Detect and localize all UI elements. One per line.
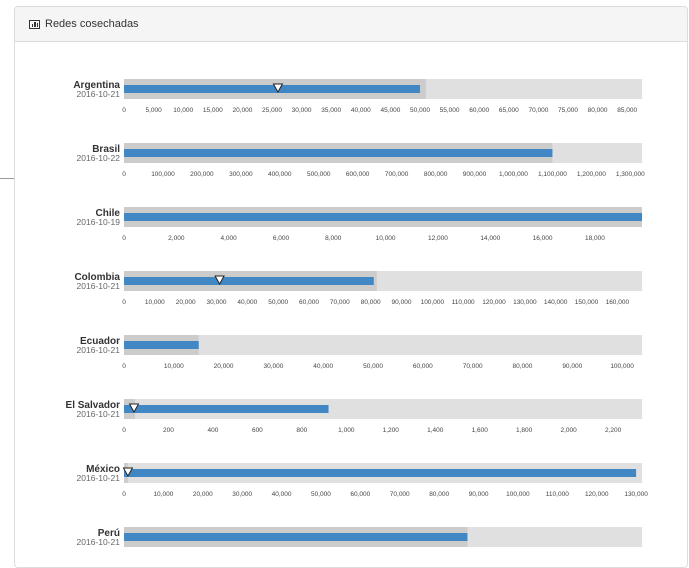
chart-title: México	[86, 464, 120, 475]
tick-label: 40,000	[313, 363, 334, 370]
chart-subtitle: 2016-10-21	[76, 89, 120, 99]
value-bar	[124, 277, 374, 285]
chart-title: Brasil	[92, 144, 120, 155]
tick-label: 70,000	[462, 363, 483, 370]
chart-subtitle: 2016-10-21	[76, 409, 120, 419]
tick-label: 50,000	[268, 299, 289, 306]
tick-label: 800	[296, 427, 308, 434]
value-bar	[124, 533, 467, 541]
tick-label: 900,000	[462, 171, 487, 178]
tick-label: 45,000	[380, 107, 401, 114]
chart-subtitle: 2016-10-21	[76, 537, 120, 547]
tick-label: 12,000	[427, 235, 448, 242]
tick-label: 75,000	[558, 107, 578, 114]
side-divider	[0, 178, 14, 179]
tick-label: 55,000	[439, 107, 460, 114]
tick-label: 10,000	[173, 107, 194, 114]
tick-label: 70,000	[329, 299, 350, 306]
tick-label: 800,000	[423, 171, 448, 178]
tick-label: 50,000	[311, 491, 331, 498]
tick-label: 1,800	[516, 427, 533, 434]
bullet-chart-3	[77, 207, 642, 242]
chart-subtitle: 2016-10-21	[76, 281, 120, 291]
tick-label: 16,000	[532, 235, 553, 242]
tick-label: 90,000	[391, 299, 412, 306]
tick-label: 1,400	[427, 427, 444, 434]
bullet-chart-1	[73, 79, 642, 114]
tick-label: 10,000	[375, 235, 396, 242]
tick-label: 20,000	[232, 107, 253, 114]
tick-label: 1,200,000	[576, 171, 606, 178]
range-band	[124, 335, 642, 355]
tick-label: 1,000	[338, 427, 355, 434]
value-bar	[124, 469, 636, 477]
tick-label: 100,000	[151, 171, 175, 178]
bar-chart-icon	[29, 20, 40, 29]
tick-label: 130,000	[624, 491, 648, 498]
tick-label: 70,000	[528, 107, 549, 114]
tick-label: 80,000	[429, 491, 450, 498]
tick-label: 50,000	[410, 107, 430, 114]
chart-title: El Salvador	[65, 400, 120, 411]
tick-label: 2,200	[604, 427, 622, 434]
tick-label: 10,000	[153, 491, 174, 498]
tick-label: 8,000	[325, 235, 342, 242]
tick-label: 0	[122, 427, 126, 434]
tick-label: 300,000	[229, 171, 253, 178]
value-bar	[124, 213, 642, 221]
chart-title: Ecuador	[79, 336, 120, 347]
tick-label: 0	[122, 299, 126, 306]
tick-label: 400,000	[268, 171, 292, 178]
tick-label: 160,000	[605, 299, 630, 306]
value-bar	[124, 85, 420, 93]
tick-label: 2,000	[168, 235, 185, 242]
tick-label: 30,000	[232, 491, 253, 498]
tick-label: 140,000	[543, 299, 568, 306]
tick-label: 80,000	[360, 299, 381, 306]
tick-label: 10,000	[144, 299, 165, 306]
tick-label: 80,000	[512, 363, 533, 370]
bullet-chart-2	[77, 143, 646, 178]
tick-label: 85,000	[617, 107, 638, 114]
tick-label: 600,000	[345, 171, 370, 178]
chart-title: Chile	[95, 208, 120, 219]
tick-label: 6,000	[272, 235, 290, 242]
tick-label: 110,000	[545, 491, 569, 498]
tick-label: 0	[122, 491, 126, 498]
tick-label: 20,000	[192, 491, 213, 498]
harvested-networks-panel	[14, 6, 688, 568]
tick-label: 1,200	[382, 427, 399, 434]
tick-label: 400	[207, 427, 219, 434]
tick-label: 1,000,000	[499, 171, 528, 178]
value-bar	[124, 149, 552, 157]
tick-label: 600	[251, 427, 263, 434]
chart-subtitle: 2016-10-21	[76, 345, 120, 355]
tick-label: 0	[122, 235, 126, 242]
tick-label: 30,000	[206, 299, 227, 306]
tick-label: 1,100,000	[537, 171, 567, 178]
bullet-charts	[15, 42, 687, 566]
tick-label: 15,000	[202, 107, 223, 114]
tick-label: 10,000	[163, 363, 184, 370]
tick-label: 130,000	[513, 299, 537, 306]
tick-label: 100,000	[420, 299, 445, 306]
bullet-chart-8	[77, 527, 642, 547]
tick-label: 35,000	[321, 107, 342, 114]
chart-subtitle: 2016-10-21	[76, 473, 120, 483]
chart-title: Argentina	[73, 80, 120, 91]
value-bar	[124, 341, 199, 349]
tick-label: 60,000	[469, 107, 490, 114]
chart-subtitle: 2016-10-22	[76, 153, 120, 163]
tick-label: 14,000	[480, 235, 501, 242]
bullet-chart-4	[74, 271, 642, 306]
bullet-chart-7	[77, 463, 649, 498]
tick-label: 90,000	[562, 363, 583, 370]
tick-label: 0	[122, 171, 126, 178]
tick-label: 0	[122, 107, 126, 114]
chart-title: Perú	[97, 528, 120, 539]
panel-header	[15, 7, 687, 42]
tick-label: 5,000	[145, 107, 162, 114]
value-bar	[124, 405, 329, 413]
tick-label: 60,000	[299, 299, 319, 306]
tick-label: 1,300,000	[615, 171, 645, 178]
tick-label: 65,000	[498, 107, 519, 114]
tick-label: 150,000	[574, 299, 599, 306]
tick-label: 30,000	[263, 363, 284, 370]
chart-subtitle: 2016-10-19	[76, 217, 120, 227]
tick-label: 80,000	[587, 107, 608, 114]
tick-label: 30,000	[291, 107, 312, 114]
tick-label: 2,000	[560, 427, 577, 434]
tick-label: 40,000	[237, 299, 258, 306]
tick-label: 40,000	[350, 107, 371, 114]
tick-label: 20,000	[175, 299, 196, 306]
tick-label: 120,000	[482, 299, 506, 306]
tick-label: 50,000	[363, 363, 383, 370]
tick-label: 60,000	[412, 363, 433, 370]
tick-label: 120,000	[584, 491, 609, 498]
tick-label: 25,000	[262, 107, 282, 114]
bullet-chart-5	[77, 335, 642, 370]
chart-title: Colombia	[74, 272, 120, 283]
tick-label: 700,000	[384, 171, 409, 178]
tick-label: 200	[163, 427, 174, 434]
tick-label: 100,000	[506, 491, 530, 498]
tick-label: 40,000	[271, 491, 292, 498]
tick-label: 18,000	[584, 235, 605, 242]
tick-label: 110,000	[451, 299, 475, 306]
tick-label: 4,000	[220, 235, 237, 242]
tick-label: 70,000	[389, 491, 410, 498]
tick-label: 90,000	[468, 491, 489, 498]
tick-label: 100,000	[610, 363, 634, 370]
tick-label: 0	[122, 363, 126, 370]
tick-label: 200,000	[190, 171, 214, 178]
tick-label: 60,000	[350, 491, 371, 498]
panel-title: Redes cosechadas	[45, 18, 139, 30]
bullet-chart-6	[66, 399, 642, 434]
tick-label: 1,600	[471, 427, 488, 434]
tick-label: 500,000	[306, 171, 331, 178]
tick-label: 20,000	[213, 363, 234, 370]
